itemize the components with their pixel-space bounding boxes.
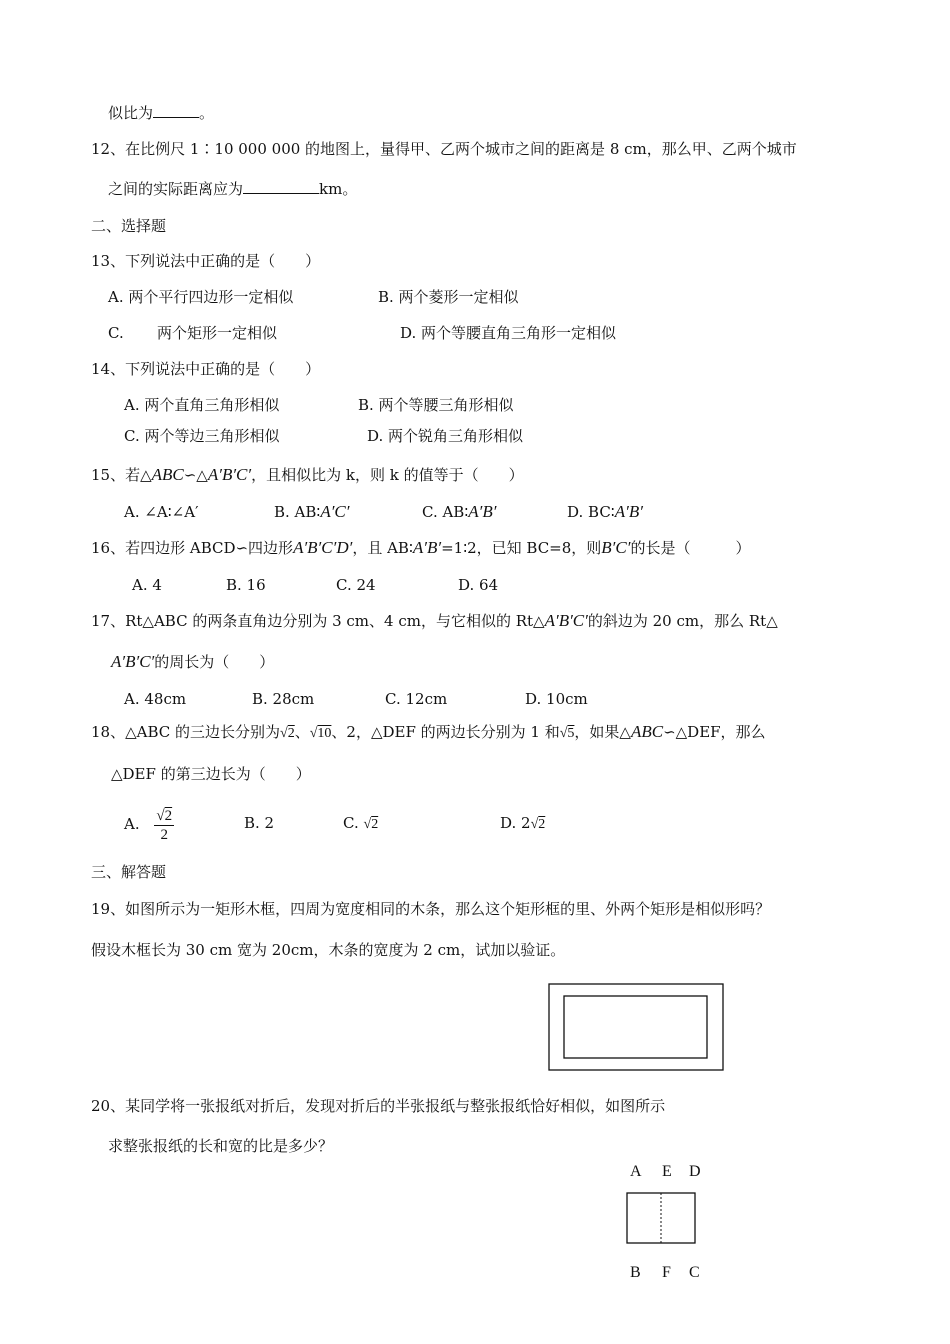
q18-radicand-3: 5 xyxy=(567,726,575,741)
q16-text-mid1: ，且 AB∶ xyxy=(352,539,413,557)
q19-inner-rectangle xyxy=(564,996,707,1058)
q20-paper-figure xyxy=(626,1192,697,1245)
q18-sep: 、 xyxy=(294,723,310,741)
q15-math-abc: ABC xyxy=(151,465,184,484)
q11-answer-blank[interactable] xyxy=(153,103,199,118)
q15-text-pre: 15、若△ xyxy=(91,466,152,484)
q15-text-post: ，且相似比为 k，则 k 的值等于（ ） xyxy=(251,466,524,484)
q18-d-label: D. 2 xyxy=(500,814,531,832)
q12-answer-blank[interactable] xyxy=(243,179,319,194)
q13-option-b[interactable]: B. 两个菱形一定相似 xyxy=(378,288,519,306)
q11-tail xyxy=(108,103,214,123)
q18-c-sqrt: √2 xyxy=(363,817,379,832)
q14-stem: 14、下列说法中正确的是（ ） xyxy=(91,360,321,378)
q14-option-b[interactable]: B. 两个等腰三角形相似 xyxy=(358,396,514,414)
q19-line1: 19、如图所示为一矩形木框，四周为宽度相同的木条，那么这个矩形框的里、外两个矩形是相似形吗？ xyxy=(91,900,771,918)
q19-line2: 假设木框长为 30 cm 宽为 20cm，木条的宽度为 2 cm，试加以验证。 xyxy=(91,941,566,959)
q18-text-mid: 、2，△DEF 的两边长分别为 1 和 xyxy=(331,723,560,741)
q18-option-a[interactable] xyxy=(124,804,174,844)
q16-text-pre: 16、若四边形 ABCD∽四边形 xyxy=(91,539,294,557)
q16-math-bc: B′C′ xyxy=(601,538,631,557)
q18-c-label: C. xyxy=(343,814,359,832)
q17-text-post: 的斜边为 20 cm，那么 Rt△ xyxy=(587,612,778,630)
q17-line2 xyxy=(111,652,274,672)
q19-frame-figure xyxy=(548,983,725,1071)
q17-option-c[interactable]: C. 12cm xyxy=(385,690,448,708)
q11-end: 。 xyxy=(199,104,215,122)
q18-text-mid2: ，如果△ xyxy=(574,723,631,741)
q17-math-1: A′B′C′ xyxy=(544,611,588,630)
q20-label-b: B xyxy=(630,1264,641,1281)
q18-sqrt-3: √5 xyxy=(559,726,575,741)
q18-a-label: A. xyxy=(124,815,140,833)
q15-c-math: A′B′ xyxy=(468,502,497,521)
q18-sqrt-2: √10 xyxy=(309,726,332,741)
q16-math-ab: A′B′ xyxy=(412,538,442,557)
q18-d-radicand: 2 xyxy=(538,817,546,832)
q17-line1 xyxy=(91,611,778,631)
q16-math-quad: A′B′C′D′ xyxy=(293,538,353,557)
q16-option-d[interactable]: D. 64 xyxy=(458,576,499,594)
q14-option-d[interactable]: D. 两个锐角三角形相似 xyxy=(367,427,524,445)
q17-option-d[interactable]: D. 10cm xyxy=(525,690,588,708)
q20-line2: 求整张报纸的长和宽的比是多少？ xyxy=(108,1137,334,1155)
q18-c-radicand: 2 xyxy=(371,817,379,832)
q18-option-b[interactable]: B. 2 xyxy=(244,814,275,832)
q18-option-d[interactable] xyxy=(500,813,545,835)
q15-math-abc-prime: A′B′C′ xyxy=(207,465,252,484)
section-heading-solve: 三、解答题 xyxy=(91,863,167,881)
q20-label-c: C xyxy=(689,1264,700,1281)
q16-text-mid2: =1∶2，已知 BC=8，则 xyxy=(441,539,602,557)
q18-a-num-radicand: 2 xyxy=(164,807,173,824)
q20-label-e: E xyxy=(662,1163,672,1180)
q16-text-post: 的长是（ ） xyxy=(630,539,751,557)
q18-a-numerator: √2 xyxy=(156,807,173,824)
q15-option-d[interactable] xyxy=(567,502,643,522)
q13-option-d[interactable]: D. 两个等腰直角三角形一定相似 xyxy=(400,324,617,342)
q18-radicand-2: 10 xyxy=(317,726,332,741)
q18-radicand-1: 2 xyxy=(287,726,295,741)
q13-stem: 13、下列说法中正确的是（ ） xyxy=(91,252,321,270)
q12-line2-text: 之间的实际距离应为 xyxy=(108,180,244,198)
q18-text-pre: 18、△ABC 的三边长分别为 xyxy=(91,723,281,741)
q16-option-b[interactable]: B. 16 xyxy=(226,576,266,594)
q15-option-c[interactable] xyxy=(422,502,496,522)
q15-b-math: A′C′ xyxy=(320,502,350,521)
q16-option-c[interactable]: C. 24 xyxy=(336,576,376,594)
q18-a-denominator: 2 xyxy=(160,826,168,843)
q12-line2 xyxy=(108,179,357,199)
q15-sim: ∽△ xyxy=(183,466,208,484)
q17-option-b[interactable]: B. 28cm xyxy=(252,690,315,708)
q13-option-c-label[interactable]: C. xyxy=(108,324,124,342)
q15-option-b[interactable] xyxy=(274,502,350,522)
q18-text-post: ∽△DEF，那么 xyxy=(663,723,766,741)
q18-sqrt-1: √2 xyxy=(280,726,295,741)
q15-b-pre: B. AB∶ xyxy=(274,503,321,521)
q15-stem xyxy=(91,465,524,485)
q17-option-a[interactable]: A. 48cm xyxy=(124,690,187,708)
q12-line1: 12、在比例尺 1∶10 000 000 的地图上，量得甲、乙两个城市之间的距离是 8 cm，那么甲、乙两个城市 xyxy=(91,140,797,158)
q20-label-f: F xyxy=(662,1264,671,1281)
q18-a-fraction xyxy=(154,807,174,844)
q15-c-pre: C. AB∶ xyxy=(422,503,469,521)
q13-option-a[interactable]: A. 两个平行四边形一定相似 xyxy=(108,288,294,306)
q16-stem xyxy=(91,538,750,558)
q16-option-a[interactable]: A. 4 xyxy=(132,576,162,594)
q19-outer-rectangle xyxy=(549,984,723,1070)
q18-line2: △DEF 的第三边长为（ ） xyxy=(111,765,311,783)
q20-label-d: D xyxy=(689,1163,701,1180)
q15-option-a[interactable]: A. ∠A∶∠A′ xyxy=(124,503,199,521)
q18-line1 xyxy=(91,722,766,744)
q17-text-pre: 17、Rt△ABC 的两条直角边分别为 3 cm、4 cm，与它相似的 Rt△ xyxy=(91,612,545,630)
q18-d-sqrt: √2 xyxy=(530,817,546,832)
q14-option-c[interactable]: C. 两个等边三角形相似 xyxy=(124,427,280,445)
section-heading-choice: 二、选择题 xyxy=(91,217,167,235)
q17-text-line2: 的周长为（ ） xyxy=(154,653,275,671)
q18-math-abc: ABC xyxy=(630,722,664,741)
q15-d-math: A′B′ xyxy=(614,502,643,521)
q20-line1: 20、某同学将一张报纸对折后，发现对折后的半张报纸与整张报纸恰好相似，如图所示 xyxy=(91,1097,666,1115)
q15-d-pre: D. BC∶ xyxy=(567,503,615,521)
q20-label-a: A xyxy=(630,1163,642,1180)
q14-option-a[interactable]: A. 两个直角三角形相似 xyxy=(124,396,280,414)
q18-option-c[interactable] xyxy=(343,813,378,835)
q13-option-c-text[interactable]: 两个矩形一定相似 xyxy=(157,324,278,342)
q12-unit: km。 xyxy=(319,180,358,198)
q17-math-2: A′B′C′ xyxy=(111,652,155,671)
q11-text: 似比为 xyxy=(108,104,154,122)
